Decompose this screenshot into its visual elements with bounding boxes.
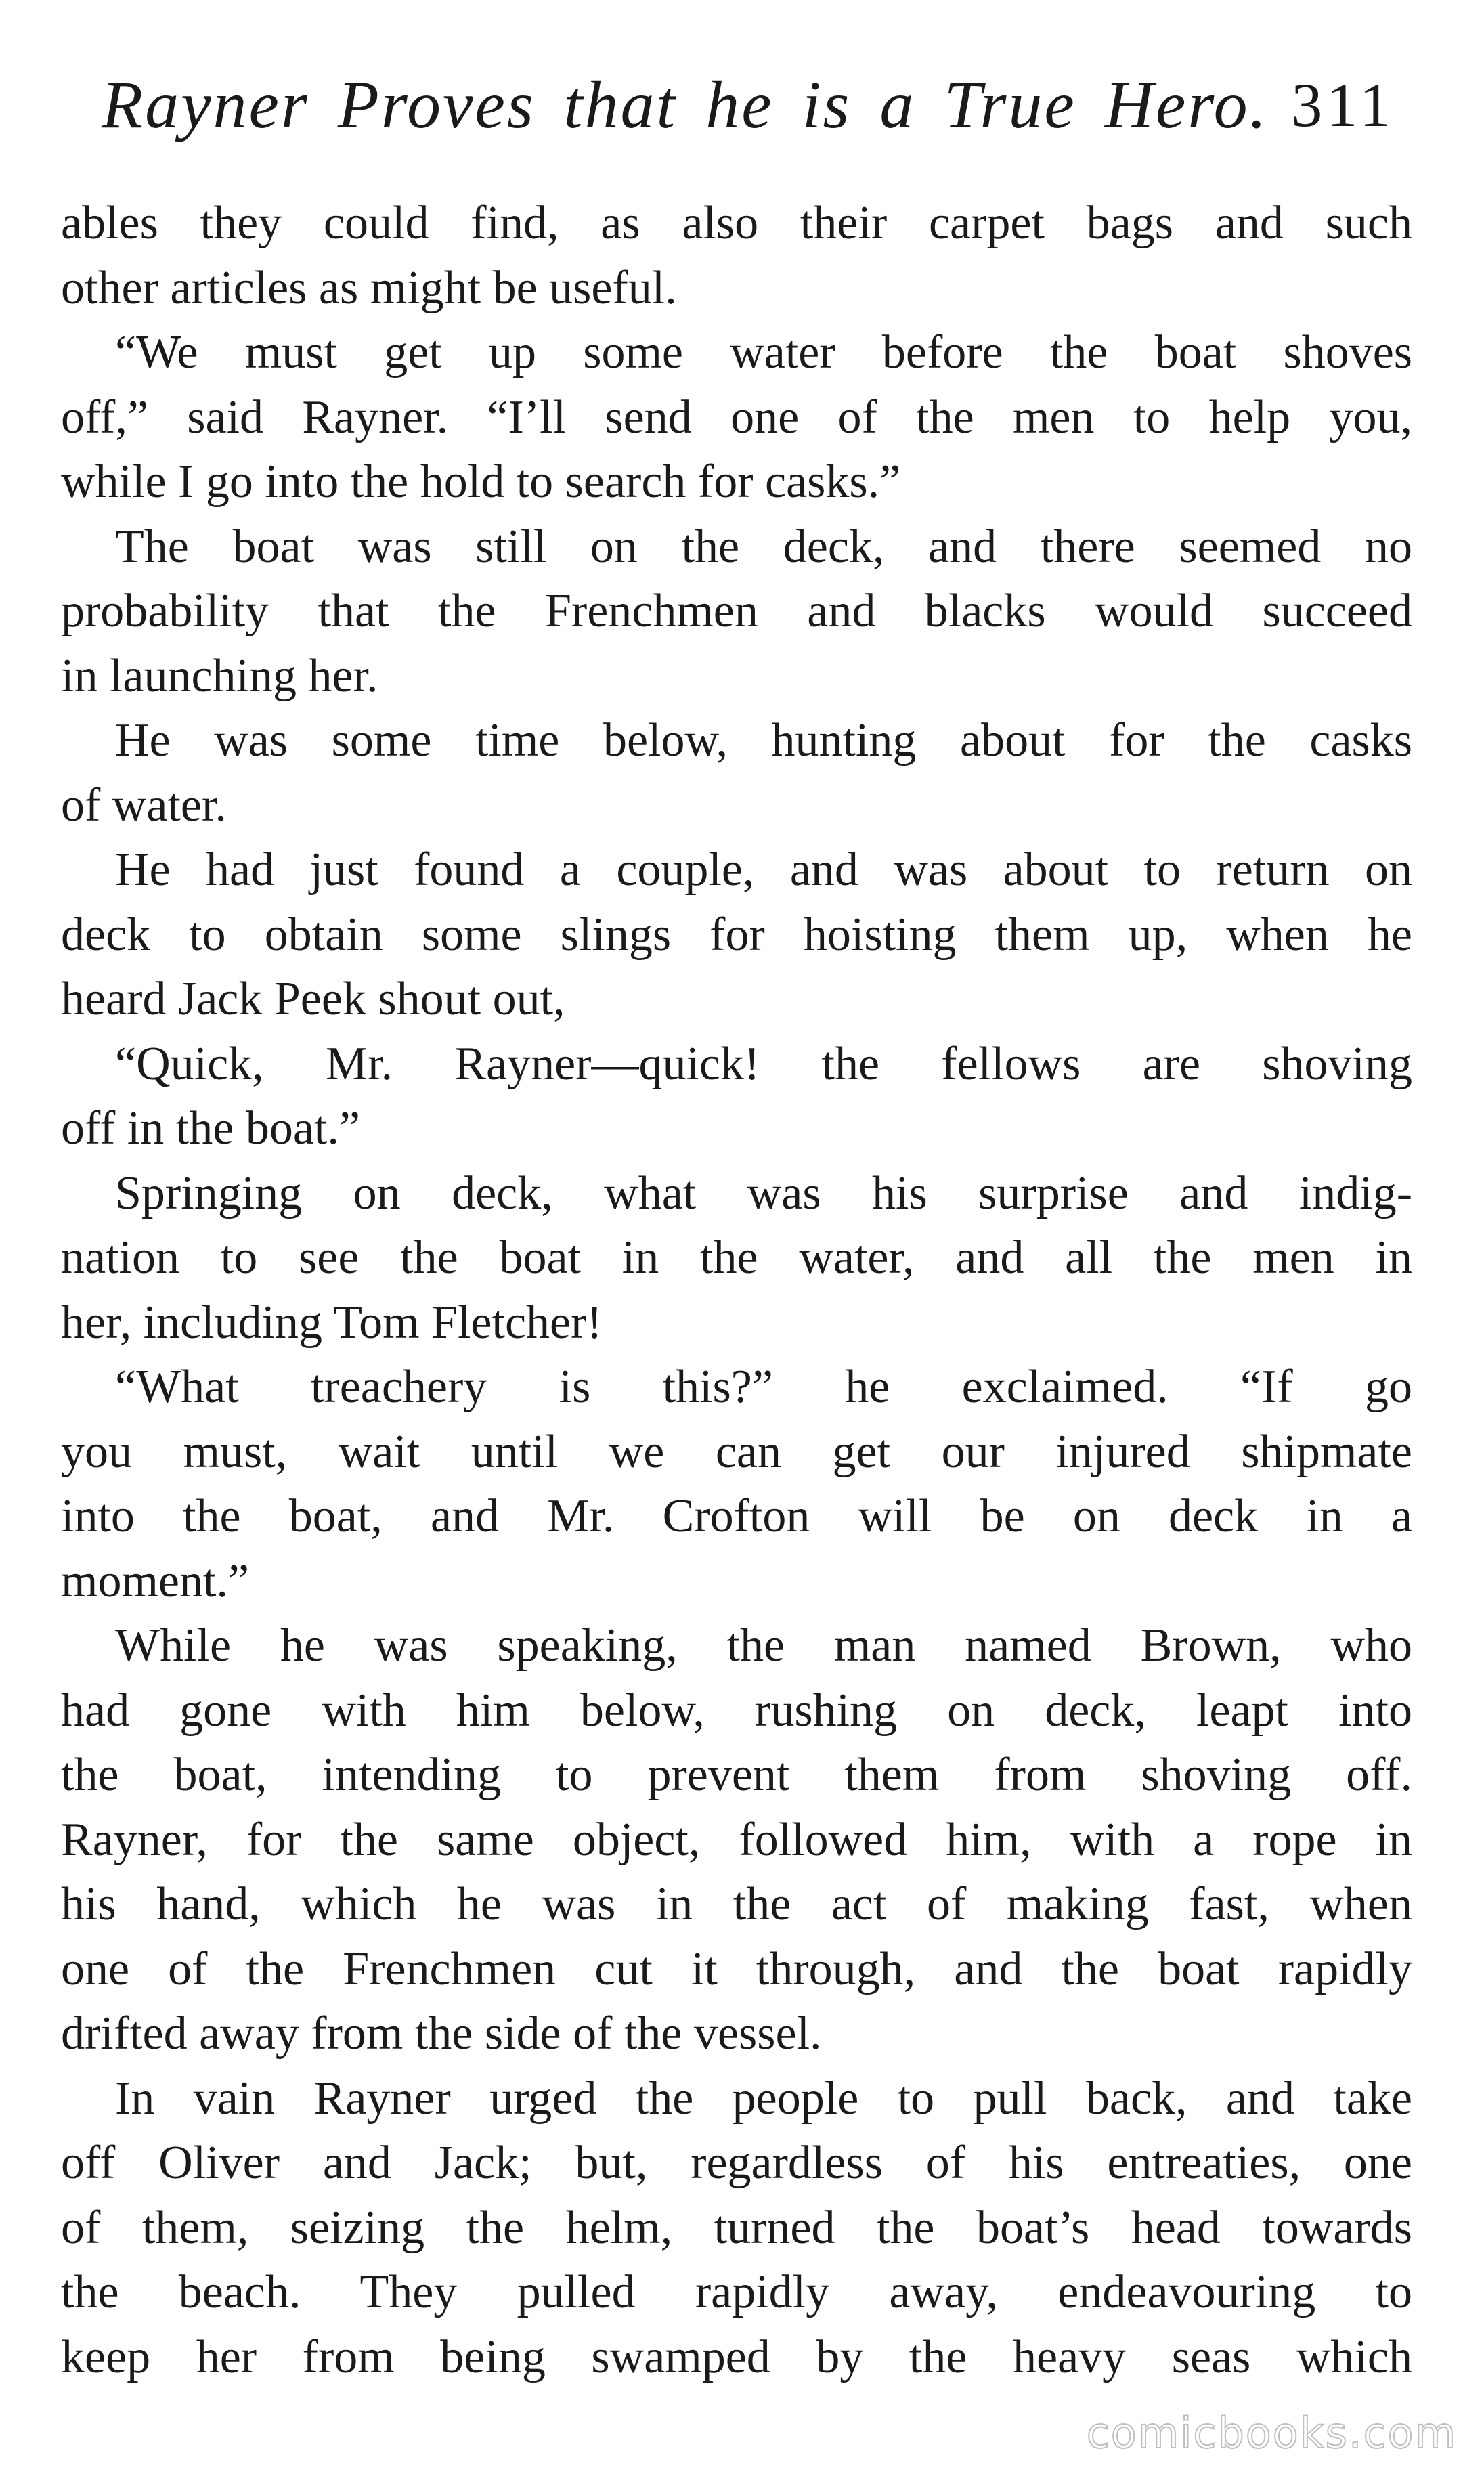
paragraph: [61, 1613, 1412, 2066]
text-line: In vain Rayner urged the people to pull back, and take: [115, 2072, 1412, 2125]
text-line: “What treachery is this?” he exclaimed. “If go: [115, 1361, 1412, 1413]
watermark: comicbooks.com: [1086, 2408, 1457, 2458]
text-line: her, including Tom Fletcher!: [61, 1296, 603, 1349]
text-line: Rayner, for the same object, followed him, with a rope in: [61, 1813, 1412, 1866]
text-line: moment.”: [61, 1555, 249, 1607]
text-line: the beach. They pulled rapidly away, endeavouring to: [61, 2266, 1412, 2318]
text-line: while I go into the hold to search for casks.”: [61, 456, 901, 508]
text-line: one of the Frenchmen cut it through, and the boat rapidly: [61, 1942, 1412, 1995]
text-line: Springing on deck, what was his surprise and indig-: [115, 1167, 1412, 1219]
page-number: 311: [1291, 70, 1395, 139]
text-line: probability that the Frenchmen and blacks would succeed: [61, 585, 1412, 637]
text-line: keep her from being swamped by the heavy seas which: [61, 2330, 1412, 2383]
text-line: drifted away from the side of the vessel.: [61, 2007, 822, 2060]
text-line: other articles as might be useful.: [61, 261, 677, 314]
text-line: deck to obtain some slings for hoisting them up, when he: [61, 908, 1412, 961]
text-line: in launching her.: [61, 649, 378, 702]
text-line: his hand, which he was in the act of making fast, when: [61, 1878, 1412, 1930]
text-line: While he was speaking, the man named Brown, who: [115, 1620, 1412, 1672]
text-line: of them, seizing the helm, turned the boat’s head towards: [61, 2201, 1412, 2254]
paragraph: [61, 191, 1412, 320]
text-line: The boat was still on the deck, and there seemed no: [115, 520, 1412, 573]
text-line: nation to see the boat in the water, and all the men in: [61, 1232, 1412, 1284]
running-title: Rayner Proves that he is a True Hero.: [102, 67, 1269, 142]
paragraph: [61, 1161, 1412, 1355]
text-line: the boat, intending to prevent them from shoving off.: [61, 1749, 1412, 1801]
paragraph: [61, 2066, 1412, 2390]
paragraph: [61, 838, 1412, 1032]
text-line: off Oliver and Jack; but, regardless of his entreaties, one: [61, 2137, 1412, 2189]
paragraph: [61, 708, 1412, 838]
paragraph: [61, 1355, 1412, 1613]
text-line: into the boat, and Mr. Crofton will be on deck in a: [61, 1490, 1412, 1542]
text-line: “Quick, Mr. Rayner—quick! the fellows are shoving: [115, 1037, 1412, 1090]
text-line: He was some time below, hunting about for the casks: [115, 714, 1412, 766]
text-line: ables they could find, as also their carpet bags and such: [61, 197, 1412, 249]
text-line: “We must get up some water before the boat shoves: [115, 326, 1412, 378]
text-line: you must, wait until we can get our injured shipmate: [61, 1425, 1412, 1478]
body-text: [61, 191, 1412, 2389]
text-line: had gone with him below, rushing on deck, leapt into: [61, 1684, 1412, 1737]
text-line: off in the boat.”: [61, 1102, 360, 1154]
text-line: off,” said Rayner. “I’ll send one of the men to help you,: [61, 391, 1412, 443]
paragraph: [61, 515, 1412, 709]
text-line: of water.: [61, 779, 227, 831]
text-line: heard Jack Peek shout out,: [61, 973, 565, 1025]
running-head: [102, 61, 1395, 149]
text-line: He had just found a couple, and was about to return on: [115, 844, 1412, 896]
paragraph: [61, 1032, 1412, 1161]
paragraph: [61, 320, 1412, 515]
